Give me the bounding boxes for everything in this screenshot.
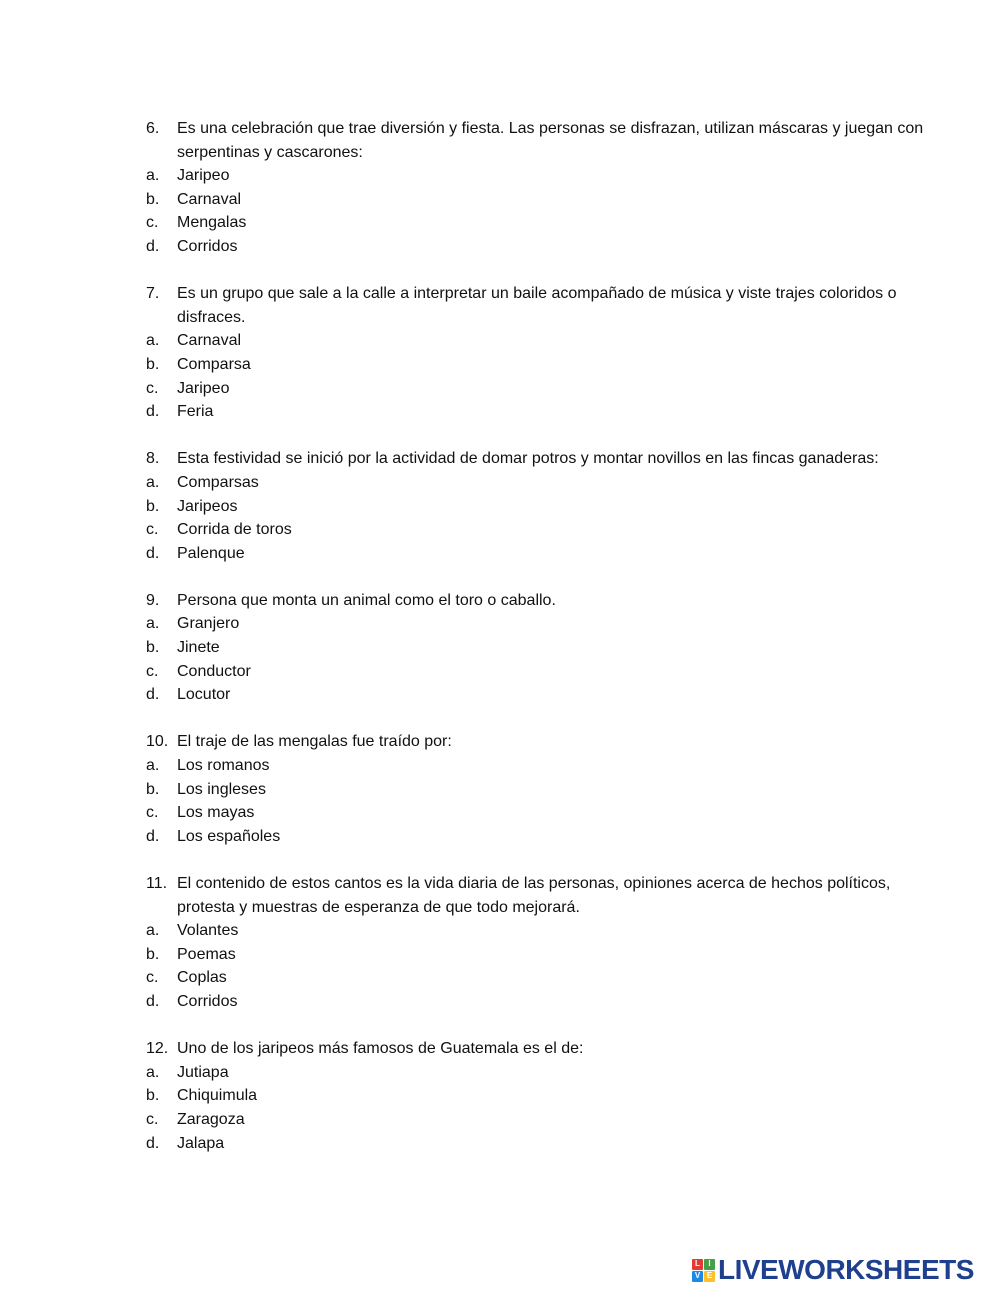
- answer-option[interactable]: [146, 1132, 926, 1156]
- option-text: Corridos: [177, 992, 238, 1010]
- answer-option[interactable]: [146, 919, 926, 943]
- answer-option[interactable]: [146, 990, 926, 1014]
- option-letter: d.: [146, 827, 160, 845]
- logo-mark-i: I: [704, 1259, 715, 1270]
- question-stem: [146, 447, 926, 471]
- option-letter: b.: [146, 190, 160, 208]
- question-stem: [146, 872, 926, 919]
- option-letter: c.: [146, 214, 159, 232]
- option-text: Mengalas: [177, 214, 247, 232]
- question-8: [146, 447, 926, 565]
- question-stem: [146, 282, 926, 329]
- option-letter: a.: [146, 757, 160, 775]
- option-letter: c.: [146, 804, 159, 822]
- option-text: Granjero: [177, 615, 240, 633]
- answer-option[interactable]: [146, 495, 926, 519]
- answer-option[interactable]: [146, 825, 926, 849]
- answer-option[interactable]: [146, 235, 926, 259]
- option-letter: a.: [146, 922, 160, 940]
- question-text: El traje de las mengalas fue traído por:: [177, 733, 452, 751]
- option-text: Los romanos: [177, 757, 270, 775]
- option-letter: a.: [146, 332, 160, 350]
- question-stem: [146, 730, 926, 754]
- option-text: Jaripeos: [177, 497, 238, 515]
- question-text: Uno de los jaripeos más famosos de Guatemala es el de:: [177, 1040, 584, 1058]
- answer-option[interactable]: [146, 1061, 926, 1085]
- option-text: Jaripeo: [177, 379, 230, 397]
- question-number: 11.: [146, 875, 168, 892]
- question-number: 12.: [146, 1040, 169, 1058]
- option-text: Carnaval: [177, 190, 242, 208]
- option-text: Comparsa: [177, 355, 251, 373]
- answer-option[interactable]: [146, 377, 926, 401]
- option-text: Conductor: [177, 662, 251, 680]
- question-number: 7.: [146, 285, 160, 303]
- option-text: Jalapa: [177, 1134, 225, 1152]
- option-letter: d.: [146, 237, 160, 255]
- liveworksheets-logo: [692, 1255, 974, 1285]
- option-letter: c.: [146, 379, 159, 397]
- option-letter: a.: [146, 1063, 160, 1081]
- option-text: Comparsas: [177, 473, 259, 491]
- option-letter: b.: [146, 639, 160, 657]
- option-text: Zaragoza: [177, 1110, 245, 1128]
- option-text: Carnaval: [177, 332, 242, 350]
- answer-option[interactable]: [146, 518, 926, 542]
- option-letter: d.: [146, 992, 160, 1010]
- question-6: [146, 117, 926, 259]
- question-10: [146, 730, 926, 848]
- option-text: Los mayas: [177, 804, 255, 822]
- option-text: Volantes: [177, 922, 239, 940]
- answer-option[interactable]: [146, 353, 926, 377]
- answer-option[interactable]: [146, 329, 926, 353]
- question-list: [146, 117, 926, 1179]
- question-11: [146, 872, 926, 1014]
- logo-mark-v: V: [692, 1271, 703, 1282]
- answer-option[interactable]: [146, 801, 926, 825]
- option-text: Corrida de toros: [177, 521, 292, 539]
- option-letter: b.: [146, 780, 160, 798]
- option-text: Palenque: [177, 544, 245, 562]
- option-letter: b.: [146, 1087, 160, 1105]
- option-text: Chiquimula: [177, 1087, 258, 1105]
- answer-option[interactable]: [146, 188, 926, 212]
- question-number: 6.: [146, 120, 160, 137]
- option-letter: b.: [146, 945, 160, 963]
- answer-option[interactable]: [146, 1108, 926, 1132]
- option-text: Feria: [177, 403, 214, 421]
- question-stem: [146, 117, 926, 164]
- answer-option[interactable]: [146, 636, 926, 660]
- option-text: Jinete: [177, 639, 220, 657]
- option-text: Los ingleses: [177, 780, 266, 798]
- answer-option[interactable]: [146, 400, 926, 424]
- question-text: Es una celebración que trae diversión y fiesta. Las personas se disfrazan, utilizan máscaras y juegan con serpentinas y cascarones:: [177, 120, 924, 161]
- option-letter: c.: [146, 969, 159, 987]
- answer-option[interactable]: [146, 966, 926, 990]
- answer-option[interactable]: [146, 1084, 926, 1108]
- answer-option[interactable]: [146, 211, 926, 235]
- logo-mark-l: L: [692, 1259, 703, 1270]
- question-text: Esta festividad se inició por la actividad de domar potros y montar novillos en las fincas ganaderas:: [177, 450, 879, 468]
- option-letter: d.: [146, 686, 160, 704]
- option-text: Corridos: [177, 237, 238, 255]
- option-text: Los españoles: [177, 827, 281, 845]
- question-stem: [146, 1037, 926, 1061]
- question-text: El contenido de estos cantos es la vida diaria de las personas, opiniones acerca de hechos políticos, protesta y muestras de esperanza de que todo mejorará.: [177, 875, 891, 916]
- question-text: Persona que monta un animal como el toro o caballo.: [177, 591, 556, 609]
- answer-option[interactable]: [146, 612, 926, 636]
- logo-text: LIVEWORKSHEETS: [718, 1254, 974, 1285]
- liveworksheets-logo-icon: [692, 1259, 715, 1282]
- option-letter: c.: [146, 1110, 159, 1128]
- answer-option[interactable]: [146, 471, 926, 495]
- logo-mark-e: E: [704, 1271, 715, 1282]
- option-text: Jutiapa: [177, 1063, 229, 1081]
- option-letter: c.: [146, 662, 159, 680]
- answer-option[interactable]: [146, 754, 926, 778]
- question-number: 10.: [146, 733, 169, 751]
- question-number: 8.: [146, 450, 160, 468]
- question-stem: [146, 589, 926, 613]
- answer-option[interactable]: [146, 164, 926, 188]
- question-12: [146, 1037, 926, 1155]
- question-number: 9.: [146, 591, 160, 609]
- option-text: Jaripeo: [177, 167, 230, 185]
- option-letter: d.: [146, 1134, 160, 1152]
- option-letter: b.: [146, 355, 160, 373]
- answer-option[interactable]: [146, 542, 926, 566]
- option-letter: d.: [146, 544, 160, 562]
- question-text: Es un grupo que sale a la calle a interpretar un baile acompañado de música y viste trajes coloridos o disfraces.: [177, 285, 897, 326]
- option-text: Coplas: [177, 969, 227, 987]
- question-9: [146, 589, 926, 707]
- answer-option[interactable]: [146, 660, 926, 684]
- option-text: Locutor: [177, 686, 231, 704]
- answer-option[interactable]: [146, 943, 926, 967]
- option-text: Poemas: [177, 945, 236, 963]
- answer-option[interactable]: [146, 778, 926, 802]
- option-letter: c.: [146, 521, 159, 539]
- option-letter: a.: [146, 615, 160, 633]
- answer-option[interactable]: [146, 683, 926, 707]
- option-letter: a.: [146, 473, 160, 491]
- option-letter: b.: [146, 497, 160, 515]
- question-7: [146, 282, 926, 424]
- option-letter: d.: [146, 403, 160, 421]
- option-letter: a.: [146, 167, 160, 185]
